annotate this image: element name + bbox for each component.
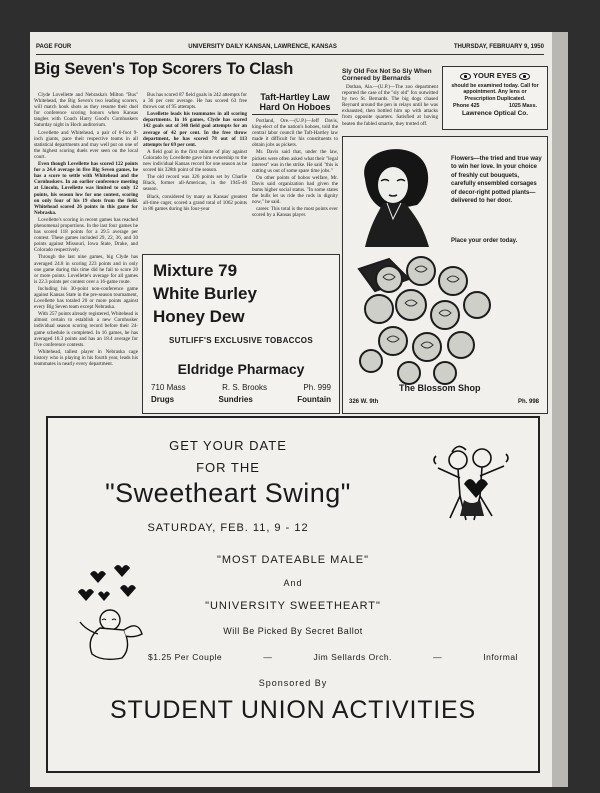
ad-event-title: "Sweetheart Swing": [105, 478, 351, 508]
pharmacy-name: Eldridge Pharmacy: [177, 361, 305, 377]
page-edge-shadow: [552, 32, 568, 787]
tobacco-brand: White Burley: [153, 284, 257, 303]
ad-and: And: [283, 578, 303, 588]
ad-details-row: [148, 652, 518, 662]
story-paragraph: Lovellette's scoring in recent games has reached phenomenal proportions. In the last four games he has scored 118 points for a 29.5 average per contest. These games included 29, 22, 36, and 30 points against Missouri, Iowa State, Drake, and Colorado respectively.: [34, 216, 138, 254]
sweetheart-swing-ad: [46, 416, 540, 773]
pharmacy-dept: Drugs: [151, 395, 175, 404]
ad-band: Jim Sellards Orch.: [313, 652, 392, 662]
dancing-couple-illustration: [424, 438, 520, 534]
optical-title-row: [443, 71, 547, 80]
story-paragraph: With 257 points already registered, Whitehead is almost certain to establish a new Cornhusker individual season scoring record before their 24-game schedule is completed. In 16 games, he has averaged 16.3 points and has an 18.4 average for five conference contests.: [34, 311, 138, 348]
story-paragraph: Including his 30-point non-conference game against Kansas State in the pre-season tournament, Lovellette has totaled 20 or more points against every Big Seven team except Nebraska.: [34, 285, 138, 311]
optical-phone: Phone 425: [453, 102, 480, 109]
ad-ballot-line: Will Be Picked By Secret Ballot: [223, 626, 363, 636]
newspaper-page: [30, 32, 552, 787]
pharmacy-contact-row: [143, 383, 339, 392]
ad-sponsor-name: STUDENT UNION ACTIVITIES: [109, 696, 476, 724]
ad-sponsor-label: Sponsored By: [258, 678, 328, 688]
pharmacy-owner: R. S. Brooks: [222, 383, 267, 392]
story-paragraph: Even though Lovellette has scored 122 points for a 24.4 average in five Big Seven games, he has a score to settle with Whitehead and the Cornhuskers. In an earlier conference meeting at Lincoln, Lovellette was limited to only 12 points, his season low for one contest, scoring on only four of his 19 shots from the field. Whitehead scored 26 points in this game for Nebraska.: [34, 161, 138, 216]
optical-contact-row: [453, 103, 537, 109]
blossom-order-line: Place your order today.: [451, 238, 518, 244]
folio-masthead: UNIVERSITY DAILY KANSAN, LAWRENCE, KANSAS: [188, 44, 337, 50]
woman-illustration: [347, 139, 443, 247]
main-story-column-2: [143, 92, 247, 252]
story-paragraph: Through the last nine games, big Clyde has averaged 24.8 in scoring 223 points and in only one game during this time did he fail to score 20 or more points. Lovellette's average for all games is 22.3 points per contest over a 16-game route.: [34, 254, 138, 285]
pharmacy-phone: Ph. 999: [303, 383, 331, 392]
ad-line-for-the: FOR THE: [196, 460, 260, 475]
optical-ad: [442, 66, 548, 130]
ad-award-male: "MOST DATEABLE MALE": [216, 554, 370, 566]
eye-icon: [460, 73, 471, 80]
story-paragraph: Portland, Ore.—(U.P.)—Jeff Davis, king-elect of the nation's hoboes, told the central labor council the Taft-Hartley law made it difficult for his constituents to obtain jobs as pickets.: [252, 118, 338, 149]
ad-dress-code: Informal: [483, 652, 518, 662]
tobacco-brands: [143, 259, 339, 328]
eye-icon: [519, 73, 530, 80]
main-story-column-1: [34, 92, 138, 412]
story-paragraph: Mr. Davis said that, under the law, pickets were often asked what their "legal interest" was in the strike. He said "this is cutting us out of some spare time jobs.": [252, 149, 338, 174]
taft-hartley-headline: Taft-Hartley Law Hard On Hoboes: [252, 92, 338, 115]
ad-separator: —: [263, 652, 273, 662]
blossom-phone: Ph. 998: [517, 399, 539, 405]
story-paragraph: career. This total is the most points ever scored by a Kansas player.: [252, 206, 338, 219]
story-paragraph: A field goal in the first minute of play against Colorado by Lovellette gave him ownership to the new individual Kansas record for one season as he scored his 328th point of the season.: [143, 148, 247, 174]
story-paragraph: Bus has scored 87 field goals in 242 attempts for a 36 per cent average. He has scored 63 free throws out of 95 attempts.: [143, 92, 247, 111]
folio-date: THURSDAY, FEBRUARY 9, 1950: [453, 44, 544, 50]
folio-line: [36, 44, 544, 55]
pharmacy-departments-row: [143, 395, 339, 404]
pharmacy-dept: Sundries: [218, 395, 253, 404]
taft-hartley-column: [252, 92, 338, 252]
story-paragraph: On other points of hobos welfare, Mr. Davis said organization had given the bums higher social status. "In some states the bulls let us ride the rods in dignity now," he said.: [252, 174, 338, 206]
story-paragraph: Lovellette and Whitehead, a pair of 6-foot 9-inch giants, pace their respective teams in all statistical departments and may well put on one of the highest scoring duels ever seen on the local court.: [34, 129, 138, 160]
cupid-illustration: [70, 564, 150, 664]
fox-headline: Sly Old Fox Not So Sly When Cornered by Bernards: [342, 68, 432, 82]
ad-separator: —: [433, 652, 443, 662]
ad-award-sweetheart: "UNIVERSITY SWEETHEART": [205, 600, 381, 612]
blossom-copy: Flowers—the tried and true way to win her love. In your choice of freshly cut bouquets, carefully ensembled corsages of decor-right potted plants—delivered to her door.: [451, 156, 542, 205]
main-headline: Big Seven's Top Scorers To Clash: [34, 60, 294, 78]
blossom-shop-ad: [342, 136, 548, 414]
story-paragraph: Black, considered by many as Kansas' greatest all-time cager, scored a grand total of 1062 points in 86 games during his four-year: [143, 193, 247, 212]
ad-event-date: SATURDAY, FEB. 11, 9 - 12: [147, 522, 309, 534]
story-paragraph: Dothan, Ala.—(U.P.)—The zoo department reported the case of the "sly old" fox outwitted by two St. Bernards. The big dogs chased Reynard around the pen in relays until he was exhausted, then bottled him up with attacks from opposite quarters. Satisfied at having beaten the fabled smartie, they trotted off.: [342, 84, 438, 127]
optical-company: Lawrence Optical Co.: [461, 109, 529, 117]
pharmacy-dept: Fountain: [297, 395, 331, 404]
story-paragraph: Clyde Lovellette and Nebraska's Milton "Bus" Whitehead, the Big Seven's two leading scorers, will match hook shots as they resume their duel for conference scoring honors when Kansas tangles with Coach Harry Good's Cornhuskers Saturday night in Hoch auditorium.: [34, 92, 138, 129]
folio-page-number: PAGE FOUR: [36, 44, 72, 50]
tobacco-brand: Honey Dew: [153, 307, 245, 326]
blossom-shop-name: The Blossom Shop: [399, 383, 481, 393]
optical-copy: should be examined today. Call for appointment. Any lens or Prescription Duplicated.: [451, 83, 539, 102]
blossom-address: 326 W. 9th: [349, 399, 379, 405]
pharmacy-address: 710 Mass: [151, 383, 186, 392]
tobacco-brand: Mixture 79: [153, 261, 238, 280]
ad-price: $1.25 Per Couple: [148, 652, 223, 662]
story-paragraph: Lovellette leads his teammates in all scoring departments. In 16 games, Clyde has scored 142 goals out of 340 field goal attempts for an average of 42 per cent. In the free throw department, he has scored 78 out of 113 attempts for 69 per cent.: [143, 111, 247, 148]
optical-title: YOUR EYES: [473, 71, 517, 80]
fox-story: [342, 68, 438, 136]
tobacco-ad: [142, 254, 340, 414]
story-paragraph: Whitehead, tallest player in Nebraska cage history who is playing in his fourth year, leads his teammates in nearly every department.: [34, 348, 138, 368]
optical-address: 1025 Mass.: [509, 102, 537, 109]
ad-line-get-date: GET YOUR DATE: [169, 438, 287, 453]
story-paragraph: The old record was 326 points set by Charlie Black, former all-American, in the 1945-46 season.: [143, 174, 247, 193]
roses-illustration: [349, 249, 499, 389]
tobacco-tagline: SUTLIFF'S EXCLUSIVE TOBACCOS: [169, 336, 313, 345]
